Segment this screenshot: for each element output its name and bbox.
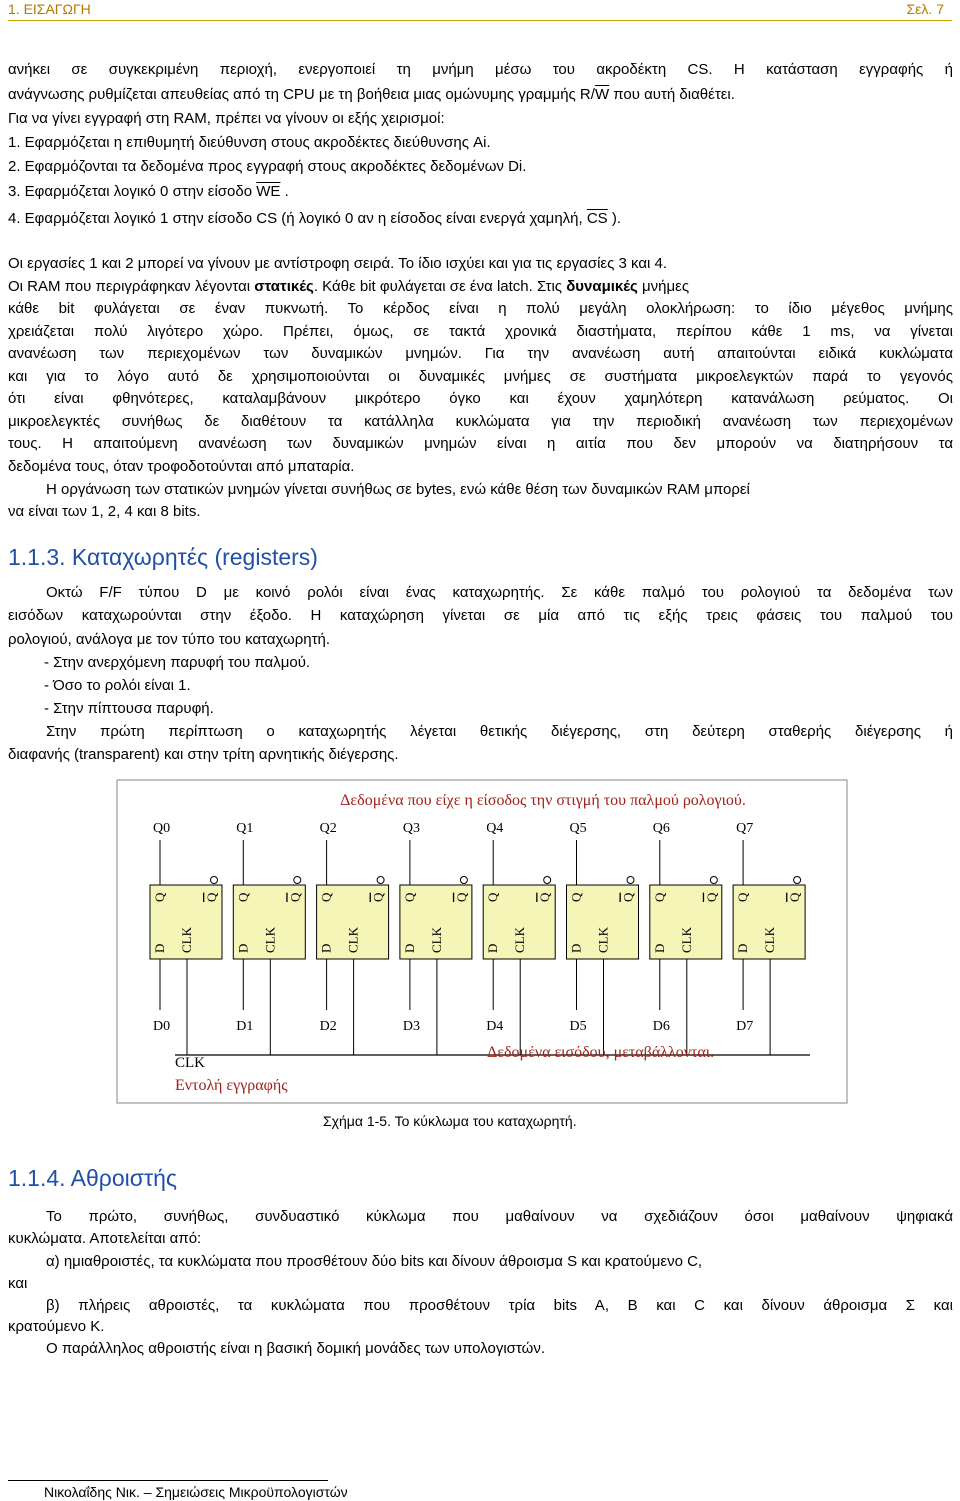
intro-line-1: ανήκει σε συγκεκριμένη περιοχή, ενεργοποιεί τη μνήμη μέσω του ακροδέκτη CS. Η κατάσταση εγγραφής ή bbox=[8, 61, 953, 78]
d-input-label: D1 bbox=[236, 1019, 254, 1034]
d-pin-label: D bbox=[235, 943, 251, 953]
clk-pin-label: CLK bbox=[428, 927, 444, 953]
para2-line-8: μικροελεγκτές συνήθως δε διαθέτουν τα κατάλληλα κυκλώματα για την περιοδική ανανέωση των περιεχομένων bbox=[8, 413, 953, 430]
qbar-pin-label: Q bbox=[204, 892, 219, 902]
step-4: 4. Εφαρμόζεται λογικό 1 στην είσοδο CS (ή λογικό 0 αν η είσοδος είναι ενεργά χαμηλή, $\overline{CS}$ ). bbox=[8, 210, 622, 227]
q-output-label: Q4 bbox=[486, 821, 504, 836]
flip-flop-group bbox=[150, 821, 805, 1055]
para2-line-3: κάθε bit φυλάγεται σε έναν πυκνωτή. Το κέρδος είναι η πολύ μεγάλη ολοκλήρωση: το ίδιο μέγεθος μνήμης bbox=[8, 300, 953, 317]
q-pin-label: Q bbox=[735, 892, 751, 902]
qbar-bubble bbox=[794, 877, 801, 884]
d-input-label: D6 bbox=[652, 1019, 670, 1034]
d-input-label: D4 bbox=[486, 1019, 504, 1034]
qbar-pin-label: Q bbox=[787, 892, 803, 902]
s114-line-1: Το πρώτο, συνήθως, συνδυαστικό κύκλωμα που μαθαίνουν να σχεδιάζουν όσοι μαθαίνουν ψηφιακά bbox=[46, 1208, 953, 1225]
clk-pin-label: CLK bbox=[595, 927, 611, 953]
d-input-label: D2 bbox=[319, 1019, 337, 1034]
qbar-bubble bbox=[627, 877, 634, 884]
step-3: 3. Εφαρμόζεται λογικό 0 στην είσοδο $\overline{WE}$ . bbox=[8, 183, 289, 200]
d-pin-label: D bbox=[318, 943, 334, 953]
para2-line-12: να είναι των 1, 2, 4 και 8 bits. bbox=[8, 503, 201, 520]
page-number: Σελ. 7 bbox=[906, 1, 944, 17]
clk-label: CLK bbox=[175, 1055, 205, 1071]
d-pin-label: D bbox=[401, 943, 417, 953]
para2-line-6: και για το λόγο αυτό δε χρησιμοποιούνται οι δυναμικές μνήμες σε συστήματα μικροελεγκτών παρά το γεγονός bbox=[8, 368, 953, 385]
d-pin-label: D bbox=[485, 943, 501, 953]
qbar-pin-label: Q bbox=[453, 892, 469, 902]
qbar-bubble bbox=[460, 877, 467, 884]
para2-line-11: Η οργάνωση των στατικών μνημών γίνεται συνήθως σε bytes, ενώ κάθε θέση των δυναμικών RAM μπορεί bbox=[46, 481, 750, 498]
para2-line-5: ανανέωση των περιεχομένων των δυναμικών μνημών. Για την ανανέωση αυτή απαιτούνται ειδικά κυκλώματα bbox=[8, 345, 953, 362]
d-input-label: D3 bbox=[402, 1019, 421, 1034]
register-circuit-diagram bbox=[0, 770, 960, 1120]
intro-line-2: ανάγνωσης ρυθμίζεται απευθείας από τη CPU με τη βοήθεια μιας ομώνυμης γραμμής $R/\overline{W}$ που αυτή διαθέτει. bbox=[8, 86, 735, 103]
section-114-heading: 1.1.4. Αθροιστής bbox=[8, 1165, 177, 1191]
qbar-bubble bbox=[544, 877, 551, 884]
clk-pin-label: CLK bbox=[179, 927, 194, 953]
write-command-label: Εντολή εγγραφής bbox=[175, 1077, 288, 1094]
para2-line-4: χρειάζεται πολύ λιγότερο χώρο. Πρέπει, όμως, σε τακτά χρονικά διαστήματα, περίπου κάθε 1 ms, να γίνεται bbox=[8, 323, 953, 340]
s114-line-3: α) ημιαθροιστές, τα κυκλώματα που προσθέτουν δύο bits και δίνουν άθροισμα S και κρατούμενο C, bbox=[46, 1253, 703, 1270]
para2-line-10: δεδομένα τους, όταν τροφοδοτούνται από μπαταρία. bbox=[8, 458, 355, 475]
qbar-pin-label: Q bbox=[703, 892, 719, 902]
q-output-label: Q7 bbox=[736, 821, 754, 836]
q-output-label: Q0 bbox=[153, 821, 171, 836]
s113-line-5: διαφανής (transparent) και στην τρίτη αρνητικής διέγερσης. bbox=[8, 746, 399, 763]
qbar-pin-label: Q bbox=[287, 892, 303, 902]
q-output-label: Q1 bbox=[236, 821, 254, 836]
d-pin-label: D bbox=[651, 943, 667, 953]
page-footer: Νικολαΐδης Νικ. – Σημειώσεις Μικροϋπολογιστών bbox=[44, 1484, 348, 1500]
s113-line-1: Οκτώ F/F τύπου D με κοινό ρολόι είναι ένας καταχωρητής. Σε κάθε παλμό του ρολογιού τα δεδομένα των bbox=[46, 584, 953, 601]
d-input-label: D7 bbox=[736, 1019, 754, 1034]
s113-line-2: εισόδων καταχωρούνται στην έξοδο. Η καταχώρηση γίνεται σε μία από τις εξής τρεις φάσεις του παλμού του bbox=[8, 607, 953, 624]
qbar-bubble bbox=[710, 877, 717, 884]
s113-line-4: Στην πρώτη περίπτωση ο καταχωρητής λέγεται θετικής διέγερσης, στη δεύτερη σταθερής διέγερσης ή bbox=[46, 723, 953, 740]
qbar-pin-label: Q bbox=[370, 892, 386, 902]
para2-line-1: Οι εργασίες 1 και 2 μπορεί να γίνουν με αντίστροφη σειρά. Το ίδιο ισχύει και για τις εργασίες 3 και 4. bbox=[8, 255, 668, 272]
q-pin-label: Q bbox=[401, 892, 417, 902]
q-pin-label: Q bbox=[318, 892, 334, 902]
qbar-bubble bbox=[377, 877, 384, 884]
d-input-label: D0 bbox=[153, 1019, 171, 1034]
figure-top-label: Δεδομένα που είχε η είσοδος την στιγμή του παλμού ρολογιού. bbox=[340, 792, 746, 809]
q-output-label: Q5 bbox=[569, 821, 587, 836]
clk-pin-label: CLK bbox=[262, 927, 278, 953]
qbar-bubble bbox=[211, 877, 218, 884]
clk-pin-label: CLK bbox=[345, 927, 361, 953]
qbar-pin-label: Q bbox=[537, 892, 553, 902]
bullet-3: - Στην πίπτουσα παρυφή. bbox=[44, 700, 214, 717]
q-pin-label: Q bbox=[152, 892, 167, 902]
q-output-label: Q2 bbox=[319, 821, 337, 836]
q-output-label: Q3 bbox=[402, 821, 421, 836]
d-pin-label: D bbox=[152, 943, 167, 953]
q-pin-label: Q bbox=[235, 892, 251, 902]
chapter-title: 1. ΕΙΣΑΓΩΓΗ bbox=[8, 1, 91, 17]
d-input-label: D5 bbox=[569, 1019, 587, 1034]
clk-pin-label: CLK bbox=[678, 927, 694, 953]
step-1: 1. Εφαρμόζεται η επιθυμητή διεύθυνση στους ακροδέκτες διεύθυνσης Ai. bbox=[8, 134, 491, 151]
q-pin-label: Q bbox=[485, 892, 501, 902]
bullet-2: - Όσο το ρολόι είναι 1. bbox=[44, 677, 191, 694]
section-113-heading: 1.1.3. Καταχωρητές (registers) bbox=[8, 544, 318, 570]
q-pin-label: Q bbox=[568, 892, 584, 902]
s114-line-2: κυκλώματα. Αποτελείται από: bbox=[8, 1230, 202, 1247]
footer-rule bbox=[8, 1480, 328, 1481]
s113-line-3: ρολογιού, ανάλογα με τον τύπο του καταχωρητή. bbox=[8, 631, 331, 648]
bullet-1: - Στην ανερχόμενη παρυφή του παλμού. bbox=[44, 654, 311, 671]
q-output-label: Q6 bbox=[652, 821, 670, 836]
s114-line-4: και bbox=[8, 1275, 28, 1292]
clk-pin-label: CLK bbox=[512, 927, 528, 953]
figure-caption: Σχήμα 1-5. Το κύκλωμα του καταχωρητή. bbox=[323, 1113, 577, 1129]
s114-line-7: Ο παράλληλος αθροιστής είναι η βασική δομική μονάδες των υπολογιστών. bbox=[46, 1340, 545, 1357]
para2-line-2: Οι RAM που περιγράφηκαν λέγονται στατικές. Κάθε bit φυλάγεται σε ένα latch. Στις δυναμικές μνήμες bbox=[8, 278, 690, 295]
clk-pin-label: CLK bbox=[762, 927, 778, 953]
para2-line-7: ότι είναι φθηνότερες, καταλαμβάνουν μικρότερο όγκο και έχουν χαμηλότερη κατανάλωση ρεύματος. Οι bbox=[8, 390, 953, 407]
s114-line-6: κρατούμενο Κ. bbox=[8, 1318, 105, 1335]
q-pin-label: Q bbox=[651, 892, 667, 902]
s114-line-5: β) πλήρεις αθροιστές, τα κυκλώματα που προσθέτουν τρία bits A, B και C και δίνουν άθροισμα Σ και bbox=[46, 1297, 953, 1314]
step-2: 2. Εφαρμόζονται τα δεδομένα προς εγγραφή στους ακροδέκτες δεδομένων Di. bbox=[8, 158, 527, 175]
d-pin-label: D bbox=[568, 943, 584, 953]
intro-line-3: Για να γίνει εγγραφή στη RAM, πρέπει να γίνουν οι εξής χειρισμοί: bbox=[8, 110, 445, 127]
page-header bbox=[8, 0, 952, 21]
qbar-pin-label: Q bbox=[620, 892, 636, 902]
d-pin-label: D bbox=[735, 943, 751, 953]
para2-line-9: τους. Η απαιτούμενη ανανέωση των δυναμικών μνημών είναι η αιτία που δεν μπορούν να διατηρήσουν τα bbox=[8, 435, 953, 452]
qbar-bubble bbox=[294, 877, 301, 884]
figure-bottom-label: Δεδομένα εισόδου, μεταβάλλονται. bbox=[487, 1044, 715, 1061]
